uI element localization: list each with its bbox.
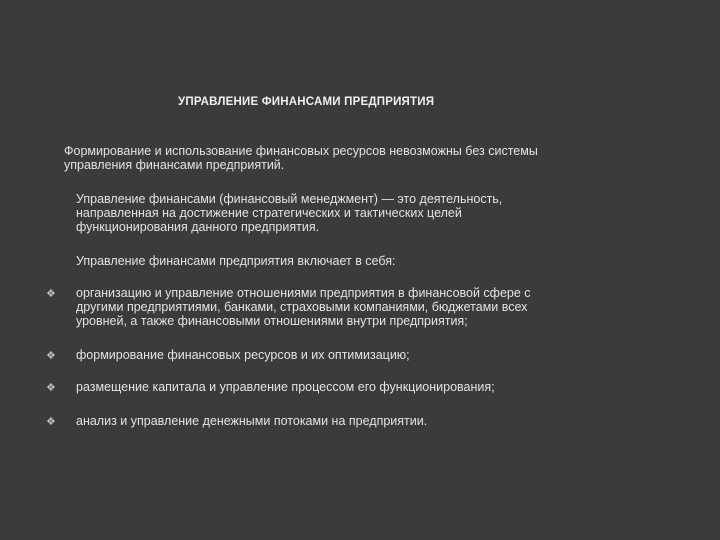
slide-title: УПРАВЛЕНИЕ ФИНАНСАМИ ПРЕДПРИЯТИЯ: [178, 96, 435, 108]
paragraph-1: Формирование и использование финансовых ресурсов невозможны без системы управления финансами предприятий.: [64, 144, 538, 172]
paragraph-3: Управление финансами предприятия включает в себя:: [76, 254, 396, 268]
paragraph-2: Управление финансами (финансовый менеджмент) — это деятельность, направленная на достижение стратегических и тактических целей функционирования данного предприятия.: [76, 192, 503, 234]
diamond-bullet-icon: ❖: [46, 416, 56, 428]
bullet-text: анализ и управление денежными потоками на предприятии.: [76, 414, 428, 428]
bullet-text: размещение капитала и управление процессом его функционирования;: [76, 380, 495, 394]
bullet-text: формирование финансовых ресурсов и их оптимизацию;: [76, 348, 410, 362]
diamond-bullet-icon: ❖: [46, 288, 56, 300]
bullet-text: организацию и управление отношениями предприятия в финансовой сфере с другими предприятиями, банками, страховыми компаниями, бюджетами всех уровней, а также финансовыми отношениями внутри предприятия;: [76, 286, 531, 328]
diamond-bullet-icon: ❖: [46, 350, 56, 362]
diamond-bullet-icon: ❖: [46, 382, 56, 394]
